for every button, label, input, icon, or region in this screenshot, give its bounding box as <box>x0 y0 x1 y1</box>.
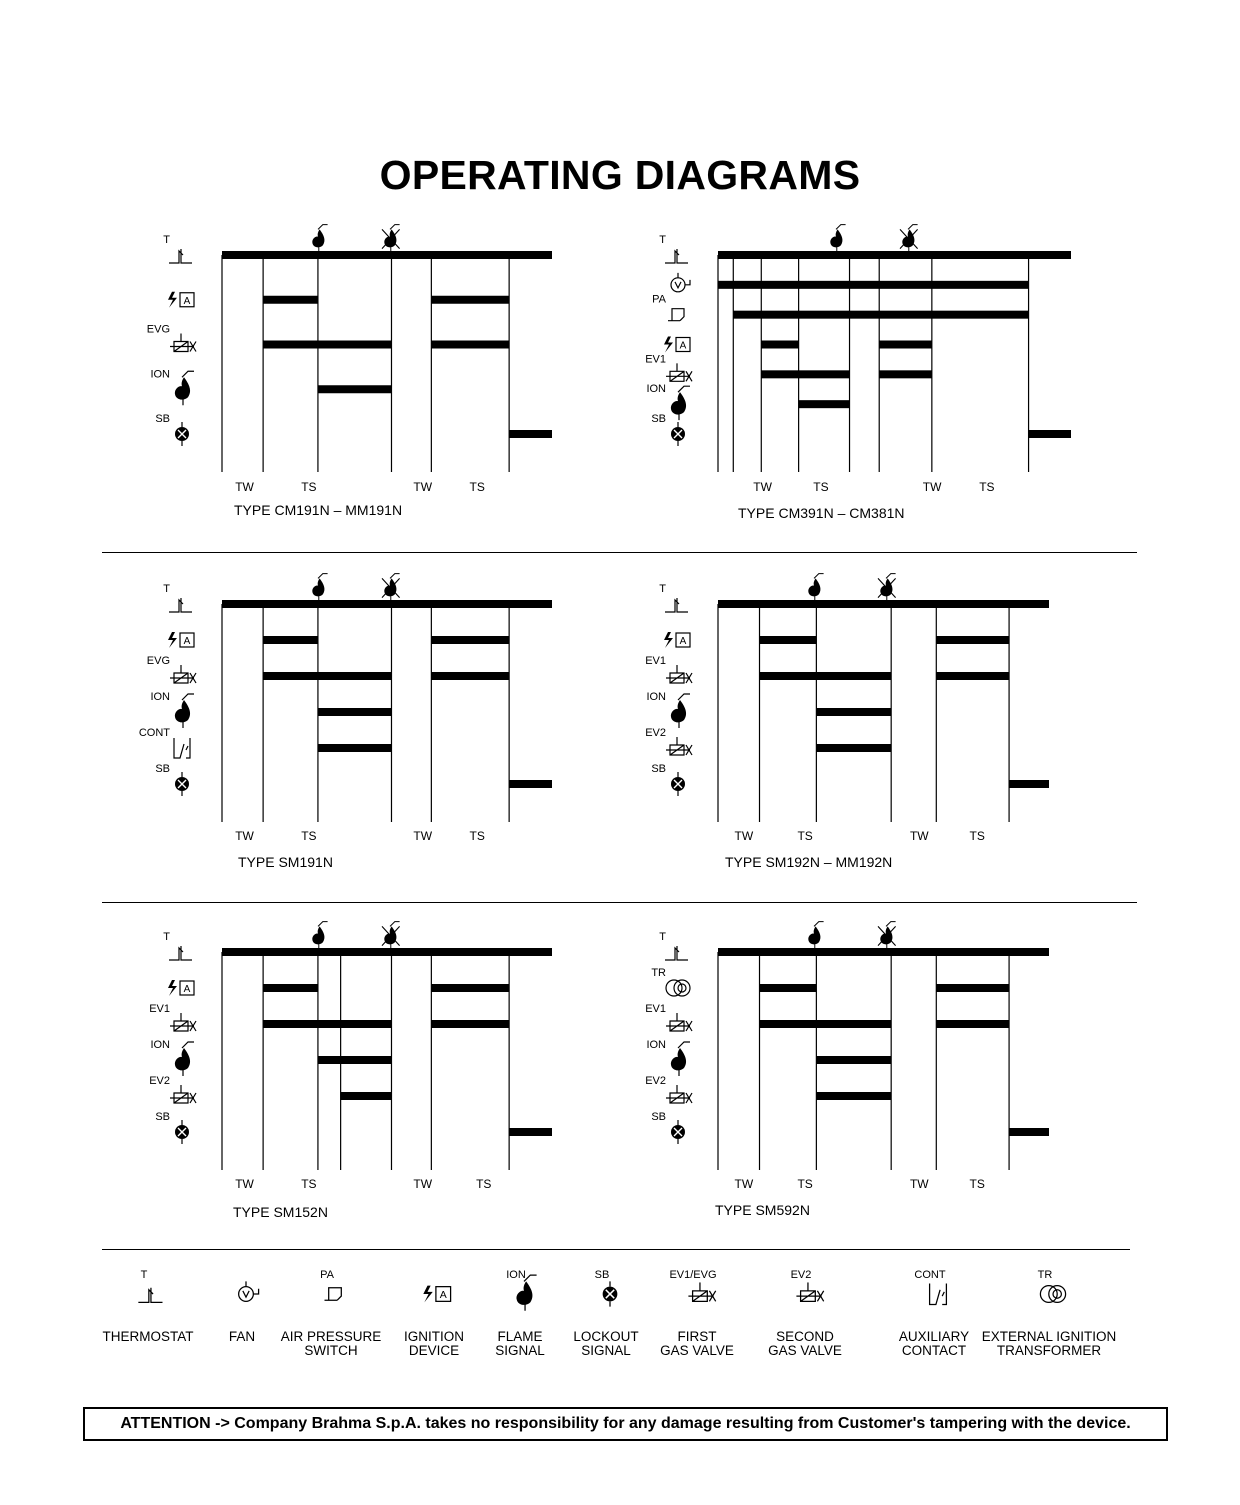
svg-text:A: A <box>183 636 191 647</box>
pressure-icon <box>325 1288 342 1301</box>
legend-item-label: THERMOSTAT <box>102 1329 194 1344</box>
row-code-label: EV2 <box>645 727 666 739</box>
phase-label: TW <box>235 480 254 494</box>
phase-label: TS <box>969 829 985 843</box>
phase-label: TS <box>469 480 485 494</box>
phase-label: TS <box>301 480 317 494</box>
legend-code: TR <box>1037 1269 1053 1281</box>
fan-icon <box>239 1281 259 1301</box>
phase-label: TW <box>734 1177 754 1191</box>
legend-code: ION <box>506 1269 526 1281</box>
diagram-caption: TYPE SM592N <box>715 1202 810 1218</box>
phase-label: TS <box>476 1177 492 1191</box>
row-code-label: ION <box>646 691 666 703</box>
row-code-label: EV1 <box>645 353 666 366</box>
legend-item-label: AUXILIARY CONTACT <box>898 1329 970 1358</box>
legend-item-label: FLAME SIGNAL <box>495 1329 545 1358</box>
row-code-label: EV1 <box>645 1003 666 1015</box>
ignition-icon <box>423 1286 450 1303</box>
row-code-label: EVG <box>146 323 170 336</box>
legend-code: T <box>140 1269 148 1281</box>
phase-label: TW <box>413 829 433 843</box>
diagram-caption: TYPE CM391N – CM381N <box>738 505 905 521</box>
row-code-label: SB <box>651 413 666 425</box>
row-code-label: EV2 <box>149 1075 170 1087</box>
svg-text:A: A <box>439 1289 447 1302</box>
legend-code: CONT <box>914 1269 946 1281</box>
legend-item-label: LOCKOUT SIGNAL <box>573 1329 639 1358</box>
phase-label: TS <box>797 829 813 843</box>
row-code-label: EV2 <box>645 1075 666 1087</box>
phase-label: TW <box>235 829 254 843</box>
row-code-label: SB <box>651 763 666 775</box>
row-code-label: ION <box>150 368 170 381</box>
phase-label: TW <box>235 1177 254 1191</box>
row-code-label: T <box>659 583 666 595</box>
row-code-label: EV1 <box>645 655 666 667</box>
phase-label: TW <box>909 829 929 843</box>
row-code-label: EV1 <box>149 1003 170 1015</box>
page-title: OPERATING DIAGRAMS <box>379 152 861 198</box>
legend-item-label: EXTERNAL IGNITION TRANSFORMER <box>981 1329 1117 1358</box>
svg-text:A: A <box>183 984 191 995</box>
phase-label: TW <box>413 1177 433 1191</box>
row-code-label: CONT <box>138 727 170 739</box>
attention-notice: ATTENTION -> Company Brahma S.p.A. takes no responsibility for any damage resulting from Customer's tampering with the device. <box>83 1407 1168 1441</box>
row-code-label: T <box>163 931 170 943</box>
legend-item-label: FAN <box>228 1329 256 1344</box>
svg-text:A: A <box>183 295 191 307</box>
phase-label: TS <box>797 1177 813 1191</box>
row-code-label: ION <box>150 691 170 703</box>
row-code-label: ION <box>646 1039 666 1051</box>
thermostat-icon <box>138 1288 162 1303</box>
row-code-label: T <box>163 583 170 595</box>
contact-icon <box>930 1284 947 1305</box>
legend-item-label: FIRST GAS VALVE <box>660 1329 734 1358</box>
row-code-label: T <box>163 234 170 246</box>
svg-text:A: A <box>679 636 687 647</box>
phase-label: TW <box>413 480 433 494</box>
phase-label: TS <box>969 1177 985 1191</box>
phase-label: TS <box>469 829 485 843</box>
row-code-label: ION <box>646 383 666 396</box>
transformer-icon <box>1040 1286 1065 1303</box>
row-code-label: T <box>659 931 666 943</box>
phase-label: TW <box>922 480 942 494</box>
valve-icon <box>796 1282 823 1301</box>
lockout-icon <box>603 1281 618 1306</box>
legend-code: SB <box>594 1269 610 1281</box>
phase-label: TW <box>753 480 772 494</box>
diagram-caption: TYPE CM191N – MM191N <box>234 502 403 518</box>
legend-item <box>969 1330 1129 1358</box>
legend-item-label: IGNITION DEVICE <box>404 1329 464 1358</box>
row-code-label: ION <box>150 1039 170 1051</box>
row-code-label: EVG <box>146 655 170 667</box>
phase-label: TS <box>301 829 317 843</box>
svg-text:A: A <box>679 340 687 352</box>
diagram-caption: TYPE SM191N <box>238 854 333 870</box>
diagram-caption: TYPE SM152N <box>233 1204 328 1220</box>
row-code-label: SB <box>155 413 170 425</box>
valve-icon <box>688 1282 715 1301</box>
phase-label: TW <box>909 1177 929 1191</box>
diagram-caption: TYPE SM192N – MM192N <box>725 854 893 870</box>
row-code-label: SB <box>651 1111 666 1123</box>
row-code-label: T <box>659 234 666 246</box>
legend-code: EV2 <box>790 1269 812 1281</box>
phase-label: TW <box>734 829 754 843</box>
phase-label: TS <box>301 1177 317 1191</box>
phase-label: TS <box>813 480 829 494</box>
row-code-label: TR <box>651 967 666 979</box>
legend-item-label: AIR PRESSURE SWITCH <box>280 1329 382 1358</box>
row-code-label: PA <box>652 293 666 306</box>
legend-item-label: SECOND GAS VALVE <box>768 1329 842 1358</box>
row-code-label: SB <box>155 1111 170 1123</box>
phase-label: TS <box>979 480 995 494</box>
legend-code: PA <box>320 1269 334 1281</box>
legend-code: EV1/EVG <box>669 1269 717 1281</box>
row-code-label: SB <box>155 763 170 775</box>
